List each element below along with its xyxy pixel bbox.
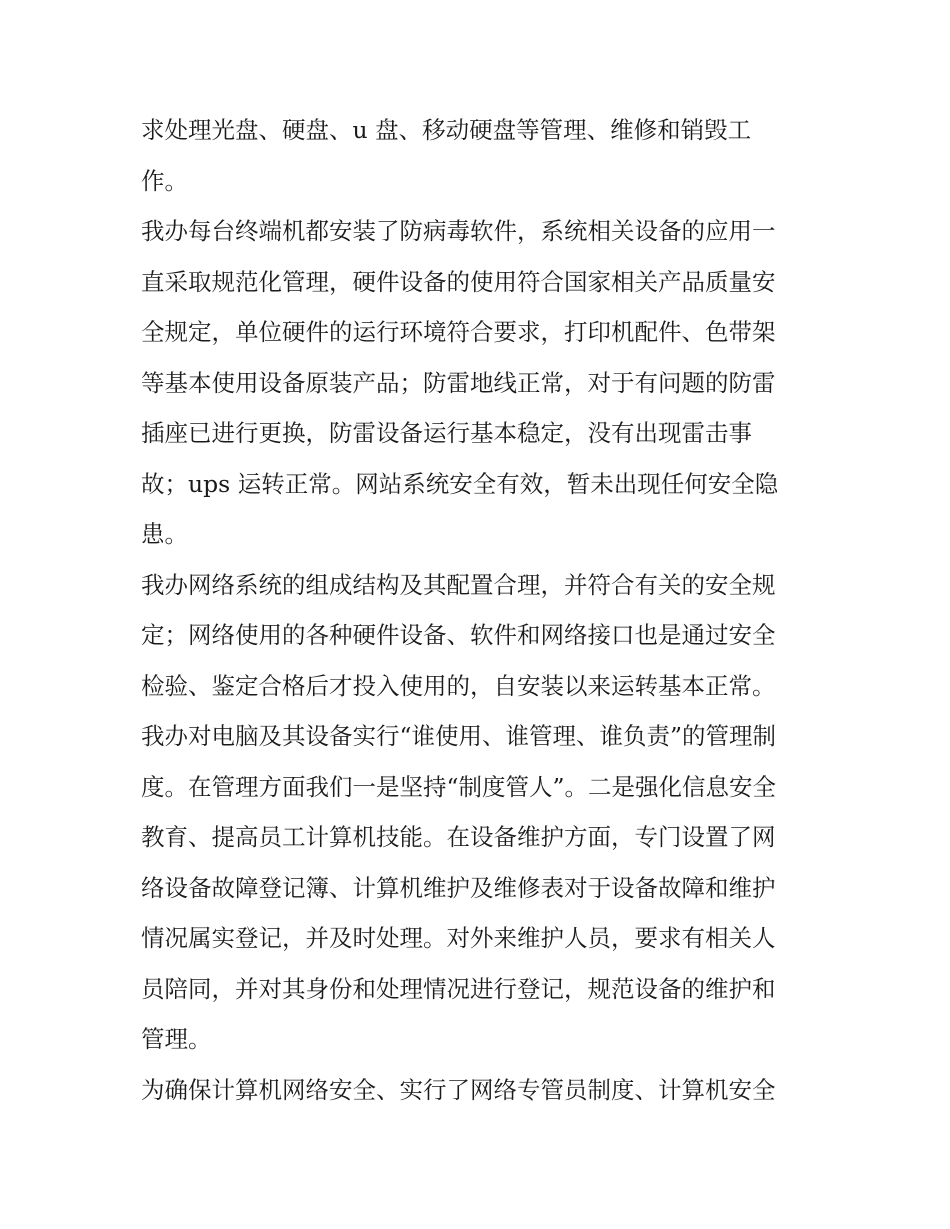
text-line: 求处理光盘、硬盘、u 盘、移动硬盘等管理、维修和销毁工 xyxy=(141,116,752,144)
text-line: 我办对电脑及其设备实行“谁使用、谁管理、谁负责”的管理制 xyxy=(141,722,777,750)
document-body xyxy=(141,114,817,1124)
text-line: 检验、鉴定合格后才投入使用的，自安装以来运转基本正常。 xyxy=(141,671,776,700)
text-line: 教育、提高员工计算机技能。在设备维护方面，专门设置了网 xyxy=(141,823,776,851)
text-line: 插座已进行更换，防雷设备运行基本稳定，没有出现雷击事 xyxy=(141,419,752,447)
text-line: 我办网络系统的组成结构及其配置合理，并符合有关的安全规 xyxy=(141,570,776,599)
text-line: 直采取规范化管理，硬件设备的使用符合国家相关产品质量安 xyxy=(141,267,776,296)
text-line: 度。在管理方面我们一是坚持“制度管人”。二是强化信息安全 xyxy=(141,772,777,801)
text-line: 定；网络使用的各种硬件设备、软件和网络接口也是通过安全 xyxy=(141,621,776,649)
text-line: 作。 xyxy=(141,166,188,195)
text-line: 管理。 xyxy=(141,1025,212,1053)
text-line: 全规定，单位硬件的运行环境符合要求，打印机配件、色带架 xyxy=(141,318,776,346)
text-line: 络设备故障登记簿、计算机维护及维修表对于设备故障和维护 xyxy=(141,873,776,902)
text-line: 员陪同，并对其身份和处理情况进行登记，规范设备的维护和 xyxy=(141,974,776,1003)
text-line: 为确保计算机网络安全、实行了网络专管员制度、计算机安全 xyxy=(141,1075,776,1104)
text-line: 患。 xyxy=(141,520,188,548)
text-line: 情况属实登记，并及时处理。对外来维护人员，要求有相关人 xyxy=(141,924,776,952)
text-line: 等基本使用设备原装产品；防雷地线正常，对于有问题的防雷 xyxy=(141,368,776,397)
text-line: 故；ups 运转正常。网站系统安全有效，暂未出现任何安全隐 xyxy=(141,469,779,498)
text-line: 我办每台终端机都安装了防病毒软件，系统相关设备的应用一 xyxy=(141,217,776,245)
